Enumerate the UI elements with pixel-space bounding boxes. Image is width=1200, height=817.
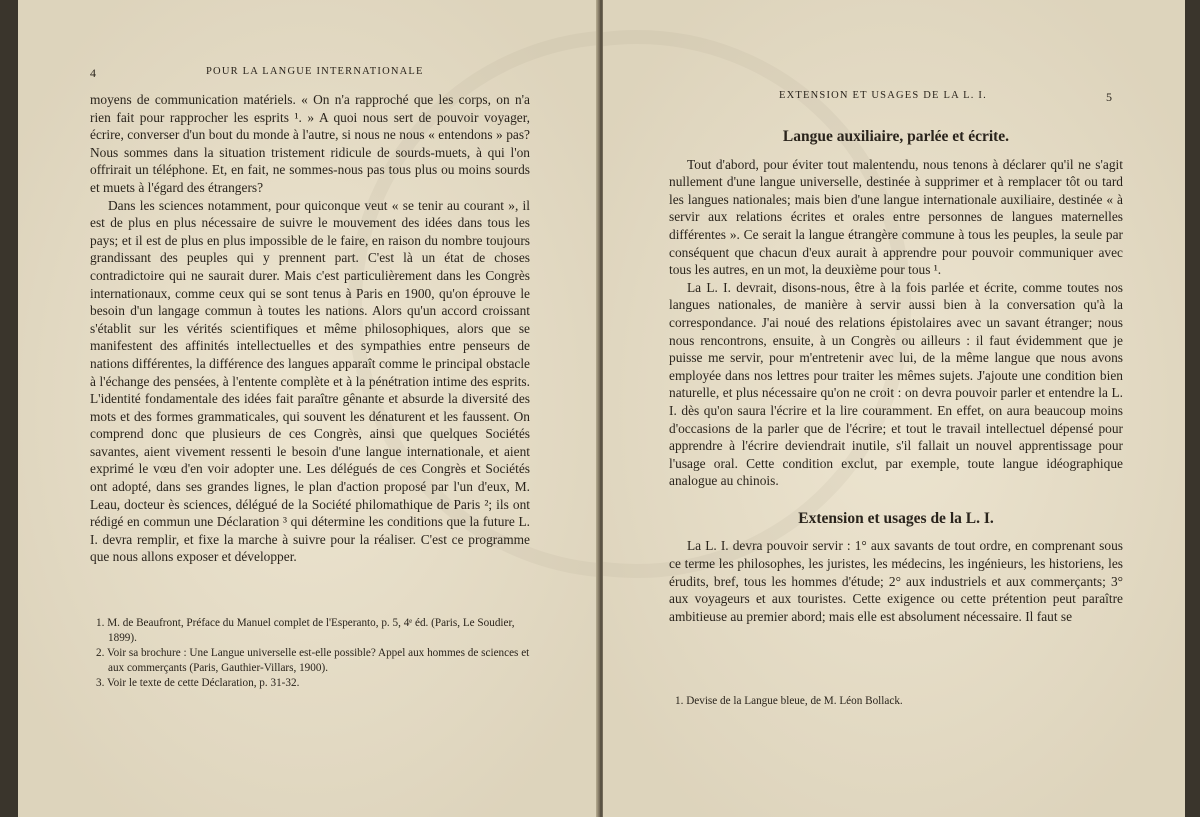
section-title-extension: Extension et usages de la L. I. bbox=[798, 509, 994, 527]
right-body-text bbox=[669, 128, 1123, 625]
right-page bbox=[603, 0, 1185, 817]
left-body-text bbox=[90, 91, 530, 566]
footnote-3: 3. Voir le texte de cette Déclaration, p. 31-32. bbox=[96, 677, 300, 689]
left-paragraph-2: Dans les sciences notamment, pour quiconque veut « se tenir au courant », il est de plus en plus nécessaire de suivre le mouvement des idées dans tous les pays; et il est de plus en plus impossible de le faire, en raison du nombre toujours grandissant des peuples qui y prennent part. C'est là un état de choses contradictoire qui ne saurait durer. Mais c'est particulièrement dans les Congrès internationaux, comme ceux qui se sont tenus à Paris en 1900, qu'on éprouve le besoin d'un langage commun à toutes les nations. Alors qu'un accord croissant s'établit sur les vérités scientifiques et même philosophiques, alors que se manifestent des affinités intellectuelles et des sympathies entre penseurs de nations différentes, la différence des langues apparaît comme le principal obstacle à l'échange des pensées, à l'entente complète et à la pénétration intime des esprits. L'identité fondamentale des idées fait paraître gênante et absurde la diversité des mots et des formes grammaticales, qui souvent les dénaturent et les faussent. On comprend donc que plusieurs de ces Congrès, ainsi que quelques Sociétés savantes, aient vivement ressenti le besoin d'une langue internationale, et aient exprimé le vœu d'en voir adopter une. Les délégués de ces Congrès et Sociétés ont adopté, dans ses grandes lignes, le plan d'action proposé par l'un d'eux, M. Leau, docteur ès sciences, délégué de la Société philomathique de Paris ²; ils ont rédigé en commun une Déclaration ³ qui détermine les conditions que la future L. I. devra remplir, et fixe la marche à suivre pour la réaliser. C'est ce programme que nous allons exposer et développer. bbox=[90, 197, 530, 565]
right-page-number: 5 bbox=[1106, 90, 1112, 104]
right-paragraph-3: La L. I. devra pouvoir servir : 1° aux savants de tout ordre, en comprenant sous ce terme les philosophes, les juristes, les médecins, les ingénieurs, les historiens, les érudits, bref, tous les hommes d'étude; 2° aux industriels et aux commerçants; 3° aux voyageurs et aux touristes. Cette exigence ou cette prétention peut paraître ambitieuse au premier abord; mais elle est absolument nécessaire. Il faut se bbox=[669, 538, 1123, 624]
footnote-2: 2. Voir sa brochure : Une Langue universelle est-elle possible? Appel aux hommes de sciences et aux commerçants (Paris, Gauthier-Villars, 1900). bbox=[96, 647, 530, 674]
right-running-head: EXTENSION ET USAGES DE LA L. I. bbox=[779, 90, 987, 101]
footnote-right-1: 1. Devise de la Langue bleue, de M. Léon Bollack. bbox=[675, 695, 903, 707]
left-page bbox=[18, 0, 598, 817]
section-title-auxiliary: Langue auxiliaire, parlée et écrite. bbox=[782, 128, 1010, 145]
footnote-1: 1. M. de Beaufront, Préface du Manuel complet de l'Esperanto, p. 5, 4ᵉ éd. (Paris, Le Soudier, 1899). bbox=[96, 617, 515, 644]
right-footnotes bbox=[675, 694, 1115, 709]
left-page-number: 4 bbox=[90, 66, 96, 80]
left-running-head: POUR LA LANGUE INTERNATIONALE bbox=[206, 66, 424, 77]
left-paragraph-1: moyens de communication matériels. « On n'a rapproché que les corps, on n'a rien fait pour rapprocher les esprits ¹. » A quoi nous sert de pouvoir voyager, écrire, converser d'un bout du monde à l'autre, si nous ne nous « entendons » pas? Nous sommes dans la situation tristement ridicule de sourds-muets, à qui l'on offrirait un téléphone. Et, en fait, ne sommes-nous pas tous plus ou moins sourds et muets à l'égard des étrangers? bbox=[90, 92, 530, 195]
right-paragraph-2: La L. I. devrait, disons-nous, être à la fois parlée et écrite, comme toutes nos langues nationales, de manière à servir aussi bien à la conversation qu'à la correspondance. J'ai noué des relations épistolaires avec un savant étranger; nous nous rencontrons, ensuite, à un Congrès ou ailleurs : il faut évidemment que je puisse me servir, pour m'entretenir avec lui, de la même langue que nous avons employée dans nos lettres pour traiter les mêmes sujets. J'ajoute une condition bien naturelle, et plus nécessaire qu'on ne croit : on devra pouvoir parler et entendre la L. I. dès qu'on saura l'écrire et la lire couramment. En effet, on aura beaucoup moins d'occasions de la parler que de l'écrire; et tout le travail intellectuel dépensé pour apprendre à l'écrire deviendrait inutile, s'il fallait un nouvel apprentissage pour l'usage oral. Cette condition exclut, par exemple, toute langue idéographique analogue au chinois. bbox=[669, 279, 1123, 489]
right-paragraph-1: Tout d'abord, pour éviter tout malentendu, nous tenons à déclarer qu'il ne s'agit nullement d'une langue universelle, destinée à supprimer et à remplacer tôt ou tard les langues nationales; mais bien d'une langue internationale auxiliaire, destinée « à servir aux relations écrites et orales entre personnes de langues maternelles différentes ». Ce serait la langue étrangère commune à tous les peuples, la seule par conséquent que chacun d'eux aurait à apprendre pour pouvoir communiquer avec tous les autres, en un mot, la deuxième pour tous ¹. bbox=[669, 156, 1123, 278]
left-footnotes bbox=[96, 616, 530, 691]
